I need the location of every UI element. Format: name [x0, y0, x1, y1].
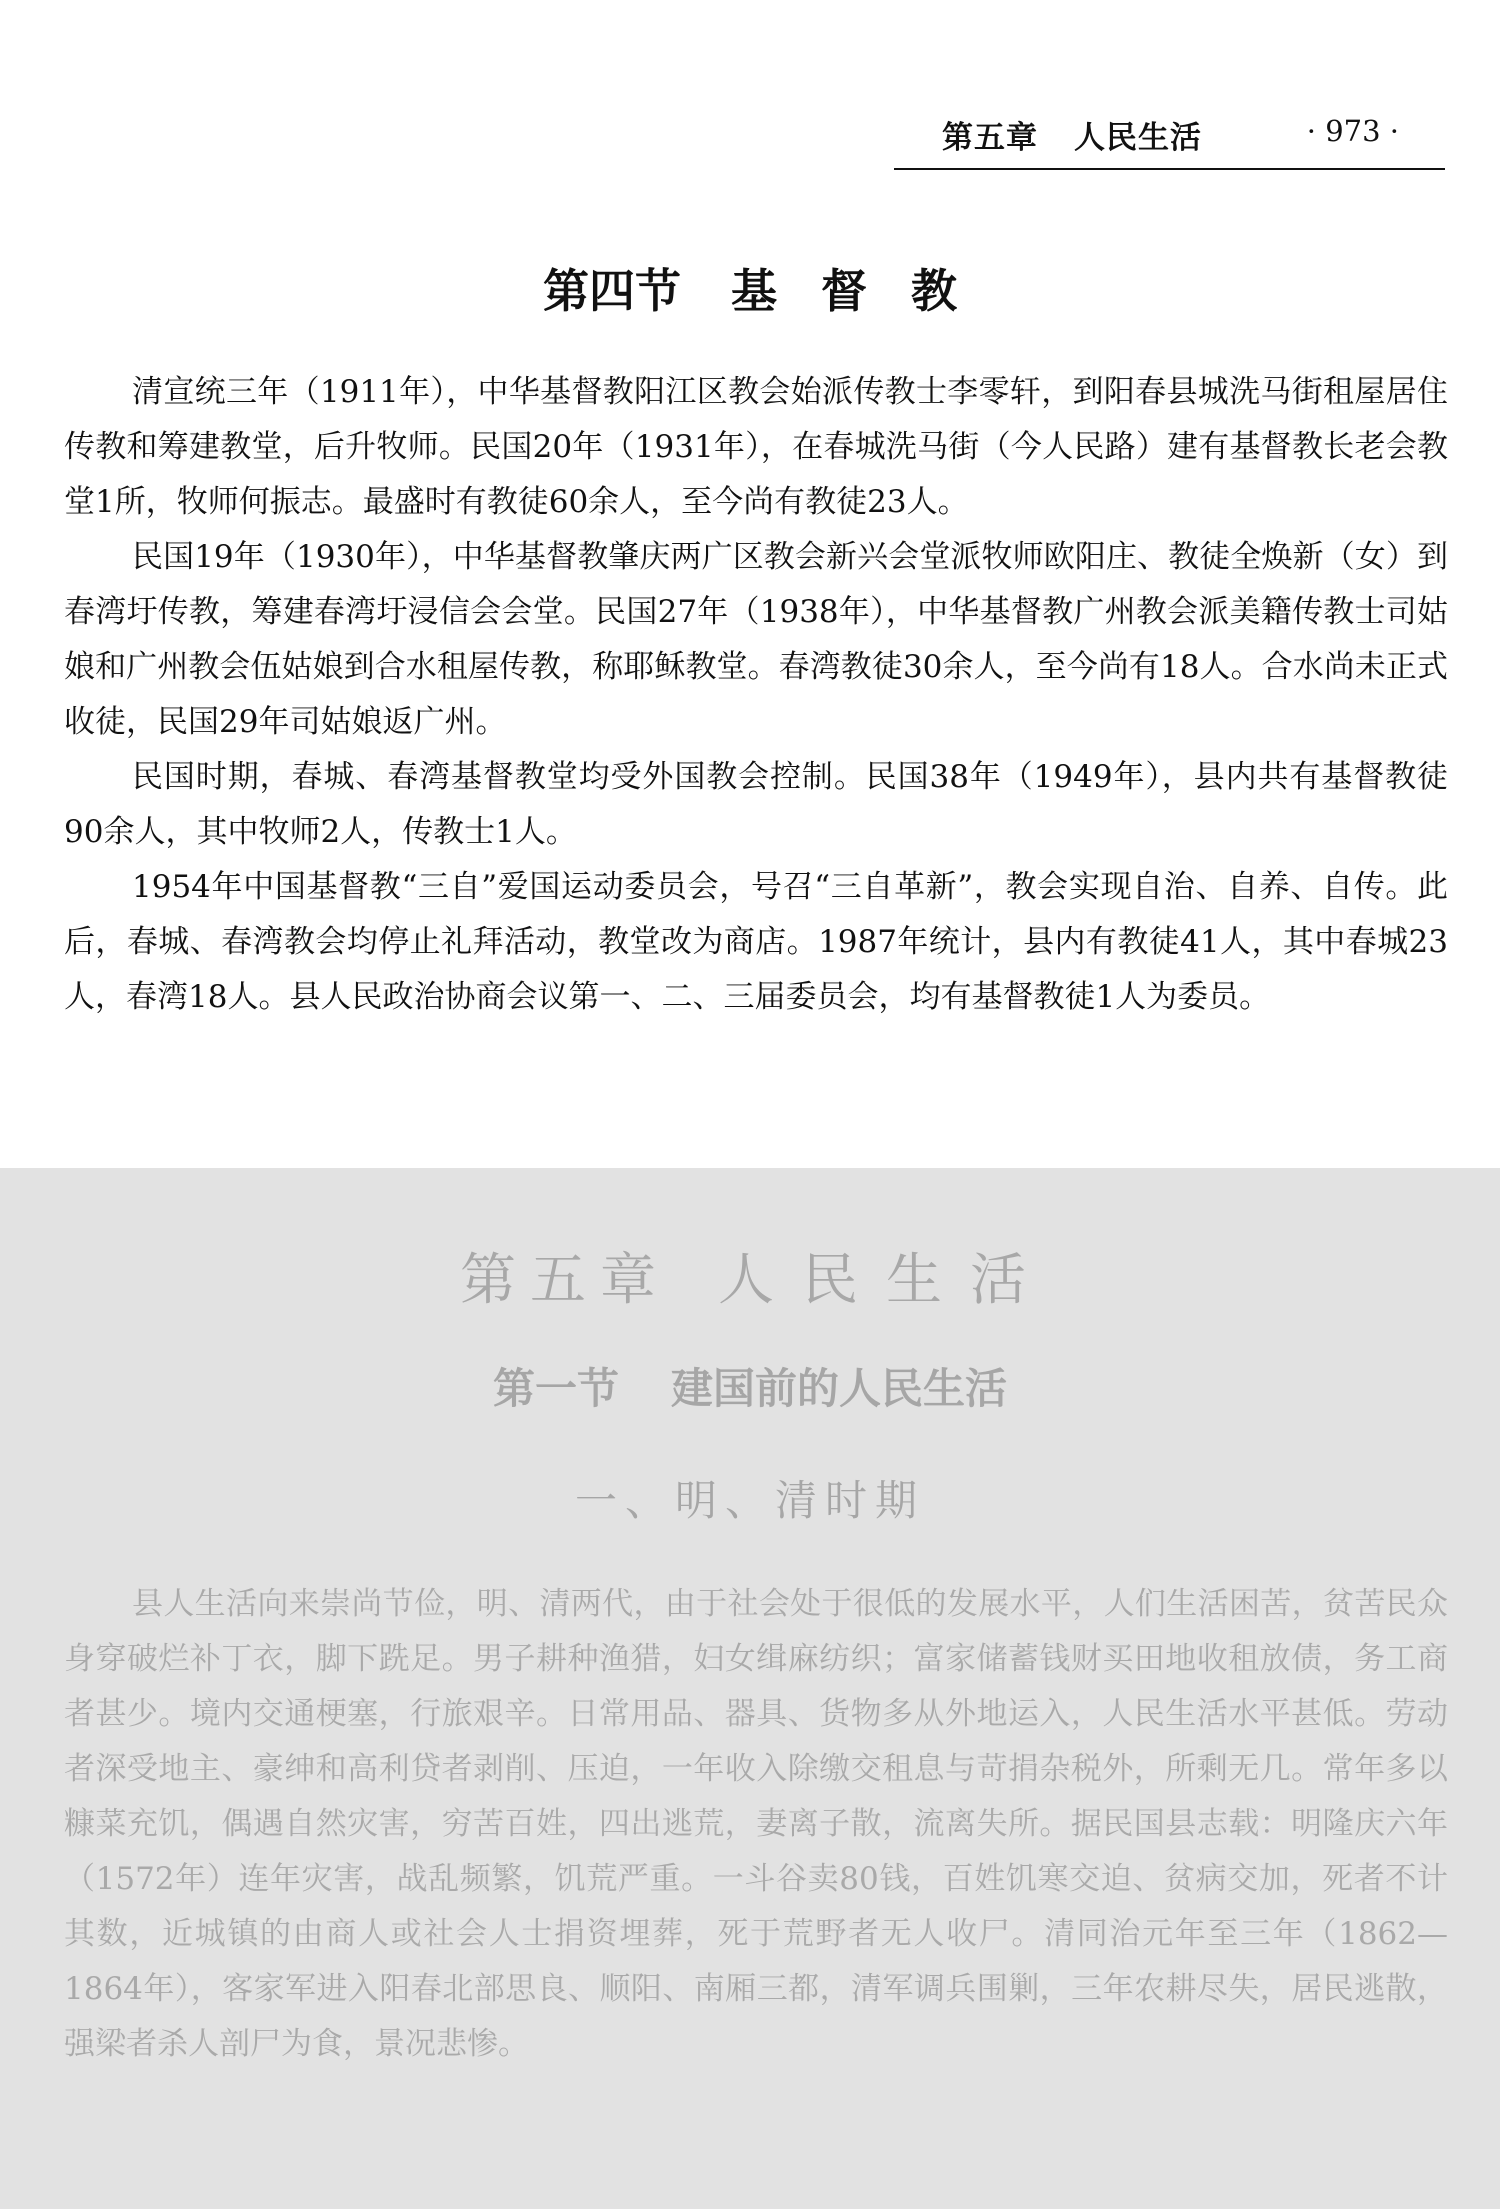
paragraph: 清宣统三年（1911年），中华基督教阳江区教会始派传教士李零轩，到阳春县城洗马街租屋居住传教和筹建教堂，后升牧师。民国20年（1931年），在春城洗马街（今人民路）建有基督教长老会教堂1所，牧师何振志。最盛时有教徒60余人，至今尚有教徒23人。 — [64, 374, 1448, 520]
chapter-title-char: 人 — [718, 1248, 788, 1313]
running-header — [894, 112, 1445, 170]
paragraph: 民国19年（1930年），中华基督教肇庆两广区教会新兴会堂派牧师欧阳庄、教徒全焕新（女）到春湾圩传教，筹建春湾圩浸信会会堂。民国27年（1938年），中华基督教广州教会派美籍传教士司姑娘和广州教会伍姑娘到合水租屋传教，称耶稣教堂。春湾教徒30余人，至今尚有18人。合水尚未正式收徒，民国29年司姑娘返广州。 — [64, 539, 1448, 740]
running-header-chapter — [942, 112, 1202, 157]
chapter-number: 第五章 — [460, 1248, 670, 1313]
lower-section-name: 建国前的人民生活 — [671, 1364, 1008, 1413]
paragraph: 县人生活向来崇尚节俭，明、清两代，由于社会处于很低的发展水平，人们生活困苦，贫苦民众身穿破烂补丁衣，脚下跣足。男子耕种渔猎，妇女缉麻纺织；富家储蓄钱财买田地收租放债，务工商者甚少。境内交通梗塞，行旅艰辛。日常用品、器具、货物多从外地运入，人民生活水平甚低。劳动者深受地主、豪绅和高利贷者剥削、压迫，一年收入除缴交租息与苛捐杂税外，所剩无几。常年多以糠菜充饥，偶遇自然灾害，穷苦百姓，四出逃荒，妻离子散，流离失所。据民国县志载：明隆庆六年（1572年）连年灾害，战乱频繁，饥荒严重。一斗谷卖80钱，百姓饥寒交迫、贫病交加，死者不计其数，近城镇的由商人或社会人士捐资埋葬，死于荒野者无人收尸。清同治元年至三年（1862—1864年），客家军进入阳春北部思良、顺阳、南厢三都，清军调兵围剿，三年农耕尽失，居民逃散，强梁者杀人剖尸为食，景况悲惨。 — [64, 1586, 1448, 2062]
section-title — [0, 255, 1500, 321]
running-header-chapter-name: 人民生活 — [1074, 120, 1202, 156]
chapter-title-char: 民 — [802, 1248, 872, 1313]
section-title-char: 督 — [821, 264, 867, 318]
lower-body — [64, 1577, 1448, 2072]
running-header-chapter-number: 第五章 — [942, 120, 1038, 156]
paragraph: 民国时期，春城、春湾基督教堂均受外国教会控制。民国38年（1949年），县内共有基督教徒90余人，其中牧师2人，传教士1人。 — [64, 759, 1448, 850]
subsection-title: 一、明、清时期 — [574, 1476, 925, 1525]
chapter-title-char: 活 — [970, 1248, 1040, 1313]
chapter-title-char: 生 — [886, 1248, 956, 1313]
chapter-title — [0, 1236, 1500, 1316]
lower-section-title — [0, 1356, 1500, 1416]
page-number: · 973 · — [1306, 114, 1399, 148]
lower-section-number: 第一节 — [492, 1364, 619, 1413]
section-title-char: 基 — [731, 264, 777, 318]
section-number: 第四节 — [543, 264, 681, 318]
section-body — [64, 365, 1448, 1025]
paragraph: 1954年中国基督教“三自”爱国运动委员会，号召“三自革新”，教会实现自治、自养、自传。此后，春城、春湾教会均停止礼拜活动，教堂改为商店。1987年统计，县内有教徒41人，其中春城23人，春湾18人。县人民政治协商会议第一、二、三届委员会，均有基督教徒1人为委员。 — [64, 869, 1448, 1015]
section-title-char: 教 — [911, 264, 957, 318]
